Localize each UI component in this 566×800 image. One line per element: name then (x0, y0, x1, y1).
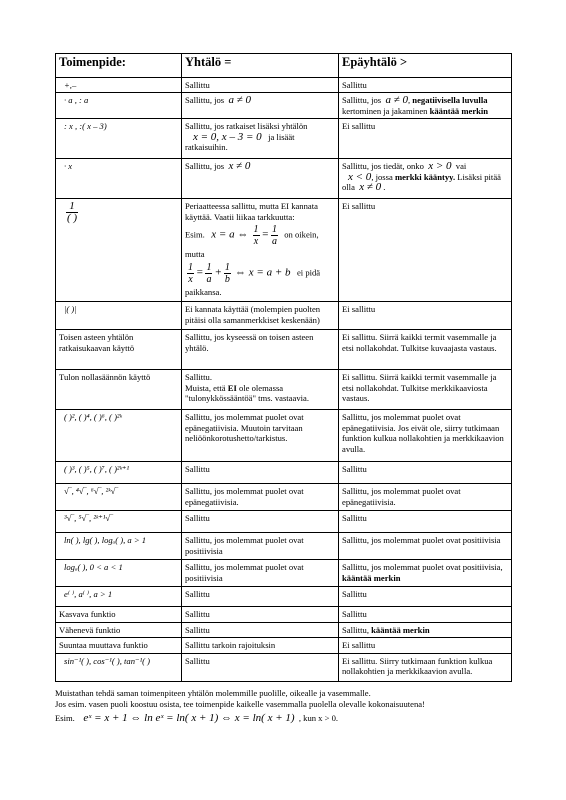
fraction (271, 224, 278, 247)
inequality-cell: Ei sallittu. Siirrä kaikki termit vasemmalle ja etsi nollakohdat. Tulkitse merkkikaaviosta vastaus. (339, 370, 512, 410)
equation-text: ole olemassa (236, 382, 284, 393)
equation-text: ja lisäät ratkaisuihin. (185, 131, 295, 153)
table-row (56, 199, 512, 302)
operation-cell: · a , : a (56, 93, 182, 119)
table-row (56, 119, 512, 159)
equation-math: x = a ⇔ (211, 228, 249, 241)
equation-math: = (261, 228, 269, 241)
fraction-denominator: a (271, 236, 277, 248)
operation-cell (56, 199, 182, 302)
equation-text: paikkansa. (185, 286, 222, 297)
operation-cell: ( )², ( )⁴, ( )⁶, ( )²ᵏ (56, 410, 182, 462)
inequality-cell: Sallittu (339, 511, 512, 533)
operation-cell: e⁽ ⁾, a⁽ ⁾, a > 1 (56, 587, 182, 607)
equation-cell: Sallittu (182, 587, 339, 607)
header-operation: Toimenpide: (56, 54, 182, 78)
inequality-math: x > 0 (428, 160, 452, 173)
equation-cell: Sallittu tarkoin rajoituksin (182, 638, 339, 653)
inequality-text: kertominen ja jakaminen (342, 105, 430, 116)
operation-cell: Vähenevä funktio (56, 622, 182, 637)
operation-cell: Tulon nollasäännön käyttö (56, 370, 182, 410)
equation-text: on oikein, (284, 229, 319, 240)
operation-cell: · x (56, 159, 182, 199)
equation-cell (182, 199, 339, 302)
equation-text: ei pidä (296, 267, 321, 278)
footer-example (55, 713, 525, 724)
table-row (56, 511, 512, 533)
inequality-bold: kääntää merkin (429, 105, 489, 116)
operation-cell: Suuntaa muuttava funktio (56, 638, 182, 653)
equation-cell: Sallittu (182, 653, 339, 681)
equation-text: Sallittu. (185, 372, 212, 383)
equation-cell (182, 119, 339, 159)
inequality-cell: Sallittu, jos molemmat puolet ovat epänegatiivisia. Jos eivät ole, siirry tutkimaan funktion kulkua nollakohtien ja merkkikaavion avulla. (339, 410, 512, 462)
fraction-denominator: x (253, 236, 259, 248)
footer-notes (55, 688, 525, 724)
inequality-text: vai (455, 161, 467, 172)
example-line (185, 224, 335, 247)
inequality-cell: Sallittu (339, 462, 512, 484)
table-row (56, 370, 512, 410)
equation-cell: Sallittu, jos molemmat puolet ovat positiivisia (182, 560, 339, 587)
example-math: eˣ = x + 1 ⇔ ln eˣ = ln( x + 1) ⇔ x = ln( x + 1) (83, 712, 295, 724)
equation-bold: EI (227, 382, 237, 393)
fraction (224, 262, 231, 285)
fraction-numerator: 1 (271, 224, 277, 236)
equation-text: Sallittu, jos (185, 95, 225, 106)
inequality-text: Sallittu, jos molemmat puolet ovat positiivisia, (342, 562, 503, 573)
equation-text: Sallittu, jos ratkaiset lisäksi yhtälön (185, 121, 308, 132)
inequality-text: , (408, 95, 413, 106)
equation-cell: Sallittu (182, 607, 339, 622)
fraction-denominator: x (188, 273, 193, 285)
table-row (56, 560, 512, 587)
header-equation: Yhtälö = (182, 54, 339, 78)
inequality-cell: Sallittu (339, 78, 512, 93)
inequality-cell (339, 622, 512, 637)
equation-math: a ≠ 0 (228, 94, 251, 107)
fraction-numerator: 1 (224, 261, 230, 273)
inequality-cell (339, 159, 512, 199)
operation-cell: ( )³, ( )⁵, ( )⁷, ( )²ᵏ⁺¹ (56, 462, 182, 484)
fraction-denominator: ( ) (67, 212, 78, 225)
fraction-denominator: a (206, 273, 212, 285)
inequality-cell: Sallittu, jos molemmat puolet ovat epänegatiivisia. (339, 484, 512, 511)
operation-cell: +,– (56, 78, 182, 93)
inequality-cell: Ei sallittu. Siirrä kaikki termit vasemmalle ja etsi nollakohdat. Tulkitse kuvaajasta vastaus. (339, 330, 512, 370)
footer-line: Jos esim. vasen puoli koostuu osista, tee toimenpide kaikelle vasemmalla puolella olevalle kokonaisuutena! (55, 699, 425, 709)
equation-cell: Sallittu (182, 622, 339, 637)
inequality-text: Sallittu, jos tiedät, onko (342, 161, 424, 172)
equation-cell: Sallittu (182, 78, 339, 93)
table-header-row (56, 54, 512, 78)
example-label: Esim. (185, 229, 205, 240)
inequality-cell: Sallittu (339, 607, 512, 622)
example-condition: , kun x > 0. (298, 713, 339, 723)
fraction-numerator: 1 (66, 201, 78, 213)
counterexample-line: $\frac{1}{x}$ = $\frac{1}{a}$ + $\frac{1}{b}$ ⇔ x = a + b ei pidä (188, 261, 321, 285)
equation-math: x ≠ 0 (228, 160, 251, 173)
inequality-text: . (383, 182, 386, 193)
table-row (56, 653, 512, 681)
operation-cell: √‾, ⁴√‾, ⁶√‾, ²ᵏ√‾ (56, 484, 182, 511)
table-row (56, 330, 512, 370)
inequality-cell: Ei sallittu (339, 119, 512, 159)
table-row (56, 533, 512, 560)
equation-text: Periaatteessa sallittu, mutta EI kannata käyttää. Vaatii liikaa tarkkuutta: (185, 201, 318, 222)
fraction (205, 262, 212, 285)
inequality-cell: Ei sallittu (339, 638, 512, 653)
inequality-bold: merkki kääntyy. (394, 171, 456, 182)
rules-table (55, 53, 512, 682)
inequality-cell (339, 93, 512, 119)
fraction (253, 224, 260, 247)
operation-cell: |( )| (56, 302, 182, 330)
table-row (56, 462, 512, 484)
table-row (56, 78, 512, 93)
inequality-bold: negatiivisella luvulla (412, 95, 488, 106)
inequality-cell: Ei sallittu (339, 302, 512, 330)
inequality-cell: Ei sallittu (339, 199, 512, 302)
equation-cell: Sallittu, jos molemmat puolet ovat epänegatiivisia. Muutoin tarvitaan neliöönkorotushetto/tarkistus. (182, 410, 339, 462)
fraction-numerator: 1 (253, 224, 259, 236)
table-row (56, 484, 512, 511)
equation-text: "tulonykkössääntöä" tms. vastaavia. (185, 393, 309, 404)
operation-cell: Toisen asteen yhtälön ratkaisukaavan käyttö (56, 330, 182, 370)
inequality-math: x ≠ 0 (359, 181, 382, 194)
reciprocal-fraction (66, 201, 78, 224)
table-row (56, 159, 512, 199)
operation-cell: ln( ), lg( ), logₐ( ), a > 1 (56, 533, 182, 560)
equation-text: mutta (185, 249, 205, 260)
table-row (56, 587, 512, 607)
table-row (56, 622, 512, 637)
inequality-math: x < 0 (348, 170, 372, 183)
inequality-math: a ≠ 0 (385, 94, 408, 107)
equation-math: ⇔ x = a + b (235, 266, 291, 279)
table-row (56, 302, 512, 330)
equation-cell: Sallittu (182, 462, 339, 484)
table-row (56, 93, 512, 119)
equation-cell: Sallittu (182, 511, 339, 533)
inequality-cell (339, 560, 512, 587)
operation-cell: Kasvava funktio (56, 607, 182, 622)
operation-cell: sin⁻¹( ), cos⁻¹( ), tan⁻¹( ) (56, 653, 182, 681)
inequality-bold: kääntää merkin (371, 624, 430, 635)
equation-math: x = 0, x – 3 = 0 (193, 130, 262, 143)
fraction (187, 262, 194, 285)
equation-cell: Sallittu, jos kyseessä on toisen asteen yhtälö. (182, 330, 339, 370)
inequality-cell: Sallittu (339, 587, 512, 607)
header-inequality: Epäyhtälö > (339, 54, 512, 78)
inequality-text: Lisäksi pitää olla (342, 171, 501, 193)
equation-text: Muista, että (185, 382, 228, 393)
fraction-numerator: 1 (206, 261, 212, 273)
table-row (56, 638, 512, 653)
inequality-text: , jossa (371, 171, 395, 182)
inequality-text: Sallittu, (342, 624, 372, 635)
operation-cell: ³√‾, ⁵√‾, ²ᵏ⁺¹√‾ (56, 511, 182, 533)
inequality-bold: kääntää merkin (342, 572, 401, 583)
table-row (56, 410, 512, 462)
equation-text: Sallittu, jos (185, 161, 225, 172)
equation-cell: Ei kannata käyttää (molempien puolten pitäisi olla samanmerkkiset keskenään) (182, 302, 339, 330)
example-label: Esim. (55, 713, 75, 723)
fraction-numerator: 1 (188, 261, 193, 273)
footer-line: Muistathan tehdä saman toimenpiteen yhtälön molemmille puolille, oikealle ja vasemmalle. (55, 688, 371, 698)
equation-cell: Sallittu, jos molemmat puolet ovat epänegatiivisia. (182, 484, 339, 511)
operation-cell: logₐ( ), 0 < a < 1 (56, 560, 182, 587)
inequality-cell: Ei sallittu. Siirry tutkimaan funktion kulkua nollakohtien ja merkkikaavion avulla. (339, 653, 512, 681)
equation-cell: Sallittu, jos molemmat puolet ovat positiivisia (182, 533, 339, 560)
inequality-text: Sallittu, jos (342, 95, 382, 106)
inequality-cell: Sallittu, jos molemmat puolet ovat positiivisia (339, 533, 512, 560)
operation-cell: : x , :( x – 3) (56, 119, 182, 159)
equation-cell (182, 93, 339, 119)
table-row (56, 607, 512, 622)
equation-cell (182, 370, 339, 410)
equation-cell (182, 159, 339, 199)
fraction-denominator: b (224, 273, 230, 285)
